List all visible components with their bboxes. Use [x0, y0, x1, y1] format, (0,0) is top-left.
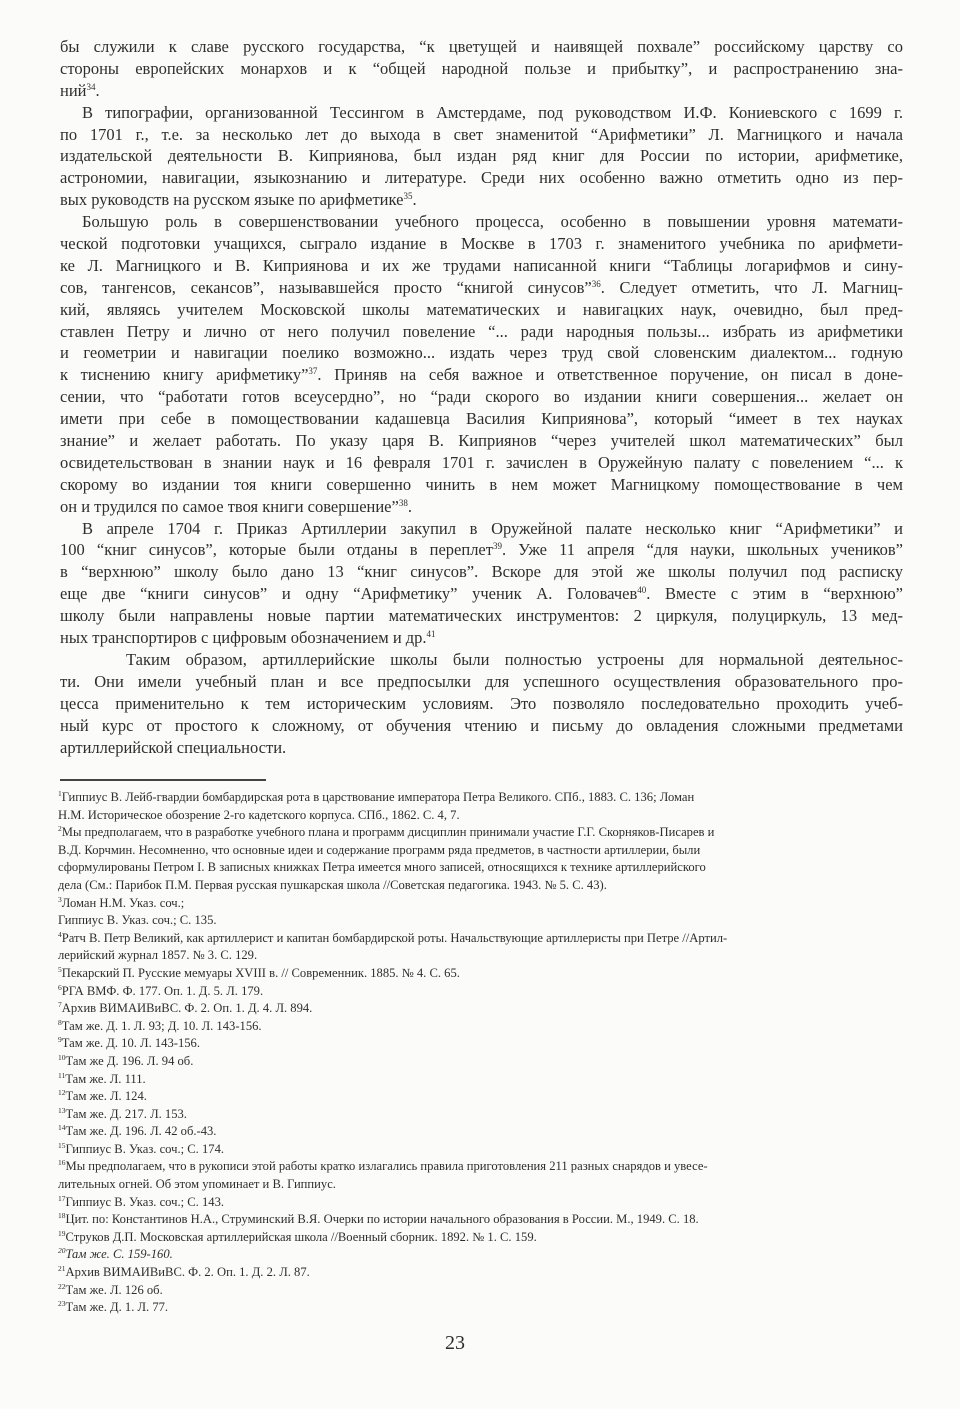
line-text: сов, тангенсов, секансов”, называвшейся просто “книгой синусов” — [60, 277, 592, 297]
footnote-number: 19 — [58, 1228, 66, 1238]
footnote-ref: 41 — [426, 629, 436, 640]
footnote-text: Цит. по: Константинов Н.А., Струминский В.Я. Очерки по истории начального образования в России. М., 1949. С. 18. — [65, 1212, 699, 1227]
line-text: бы служили к славе русского государства, “к цветущей и наивящей похвале” российскому царству со — [60, 37, 903, 56]
footnote-line — [58, 807, 918, 825]
footnote — [58, 1264, 918, 1282]
footnote-number: 18 — [58, 1211, 66, 1221]
footnote-line — [58, 1071, 918, 1089]
text-line — [60, 80, 903, 102]
footnote-text: Н.М. Историческое обозрение 2-го кадетского корпуса. СПб., 1862. С. 4, 7. — [58, 807, 460, 822]
line-text: ке Л. Магницкого и В. Киприянова и их же трудами написанной книги “Таблицы логарифмов и сину- — [60, 255, 903, 275]
footnote-number: 16 — [58, 1158, 66, 1168]
main-text — [60, 36, 903, 758]
footnote-text: Гиппиус В. Указ. соч.; С. 135. — [58, 913, 217, 928]
footnote-text: Пекарский П. Русские мемуары XVIII в. // Современник. 1885. № 4. С. 65. — [61, 965, 460, 980]
line-text: ти. Они имели учебный план и все предпосылки для успешного осуществления образовательного про- — [60, 671, 903, 691]
footnote-ref: 39 — [492, 541, 502, 552]
footnote-text: Там же. С. 159-160. — [65, 1247, 173, 1262]
text-line — [60, 627, 903, 649]
footnote-number: 5 — [58, 964, 62, 974]
footnote-separator — [60, 779, 266, 781]
footnote-text: Гиппиус В. Указ. соч.; С. 174. — [65, 1141, 225, 1156]
page-number: 23 — [445, 1332, 465, 1354]
text-line — [60, 342, 903, 364]
paragraph — [60, 518, 903, 649]
footnote-ref: 35 — [403, 191, 413, 202]
footnote — [58, 1229, 918, 1247]
footnote-line — [58, 877, 918, 895]
text-line — [60, 649, 903, 671]
text-line — [60, 145, 903, 167]
line-text: ных транспортиров с цифровым обозначением и др. — [60, 628, 427, 648]
line-text: артиллерийской специальности. — [60, 737, 287, 757]
footnote-number: 1 — [58, 789, 62, 798]
text-line — [60, 430, 903, 452]
text-line — [60, 299, 903, 321]
line-text: кий, являясь учителем Московской школы математических и навигацких наук, очевидно, был пред- — [60, 299, 903, 319]
footnote — [58, 824, 918, 894]
line-text: знание” и желает работать. По указу царя В. Киприянов “через учителей школ математических” был — [60, 431, 903, 451]
footnote-number: 10 — [58, 1052, 66, 1062]
footnote-line — [58, 1123, 918, 1141]
line-text: школу были направлены новые партии математических инструментов: 2 циркуля, полуциркуль, 13 мед- — [60, 606, 903, 626]
footnote-number: 15 — [58, 1140, 66, 1150]
line-text: . — [95, 80, 100, 100]
footnote-line — [58, 930, 918, 948]
line-text: ный курс от простого к сложному, от обучения чтению и письму до овладения сложными предметами — [60, 715, 903, 735]
footnote-line — [58, 1282, 918, 1300]
footnote-line — [58, 1229, 918, 1247]
footnote-text: Там же. Д. 10. Л. 143-156. — [61, 1036, 200, 1051]
line-text: еще две “книги синусов” и одну “Арифметику” ученик А. Головачев — [60, 584, 638, 604]
footnote — [58, 1246, 918, 1264]
line-text: . Вместе с этим в “верхнюю” — [646, 584, 903, 604]
footnote-number: 9 — [58, 1035, 62, 1045]
footnote-text: Там же. Д. 1. Л. 77. — [65, 1300, 169, 1315]
footnote-text: Ломан Н.М. Указ. соч.; — [61, 895, 185, 910]
footnote-number: 13 — [58, 1105, 66, 1115]
text-line — [60, 211, 903, 233]
footnote-line — [58, 912, 918, 930]
footnote-number: 22 — [58, 1281, 66, 1291]
paragraph — [60, 649, 903, 758]
footnote-line — [58, 859, 918, 877]
text-line — [60, 561, 903, 583]
footnote — [58, 895, 918, 930]
line-text: . Следует отметить, что Л. Магниц- — [600, 277, 903, 297]
footnote-text: лерийский журнал 1857. № 3. С. 129. — [58, 948, 258, 963]
footnote — [58, 789, 918, 824]
text-line — [60, 36, 903, 58]
line-text: ческой подготовки учащихся, сыграло издание в Москве в 1703 г. знаменитого учебника по арифмети- — [60, 234, 903, 254]
line-text: В типографии, организованной Тессингом в Амстердаме, под руководством И.Ф. Кониевского с 1699 г. — [82, 102, 903, 122]
footnote-text: Там же Д. 196. Л. 94 об. — [65, 1053, 194, 1068]
footnote — [58, 983, 918, 1001]
footnote — [58, 930, 918, 965]
footnote-number: 8 — [58, 1017, 62, 1027]
footnote-text: Струков Д.П. Московская артиллерийская школа //Военный сборник. 1892. № 1. С. 159. — [65, 1229, 537, 1244]
line-text: . Уже 11 апреля “для науки, школьных учеников” — [501, 540, 903, 560]
line-text: стороны европейских монархов и к “общей народной пользе и прибытку”, и распространению зна- — [60, 58, 903, 78]
footnote-number: 11 — [58, 1070, 66, 1080]
line-text: по 1701 г., т.е. за несколько лет до выхода в свет знаменитой “Арифметики” Л. Магницкого и начала — [60, 124, 903, 144]
footnote-line — [58, 789, 918, 807]
footnote — [58, 1158, 918, 1193]
paragraph — [60, 36, 903, 102]
footnote-ref: 38 — [398, 497, 408, 508]
footnote-line — [58, 824, 918, 842]
line-text: ставлен Петру и лично от него получил повеление “... ради народныя пользы... избрать из арифметики — [60, 321, 903, 341]
footnote-line — [58, 1000, 918, 1018]
footnote — [58, 1071, 918, 1089]
footnotes — [58, 789, 918, 1317]
footnote — [58, 1088, 918, 1106]
line-text: к тиснению книгу арифметику” — [60, 365, 309, 385]
footnote-text: Там же. Л. 124. — [65, 1089, 147, 1104]
footnote-text: Там же. Д. 1. Л. 93; Д. 10. Л. 143-156. — [61, 1018, 262, 1033]
text-line — [60, 124, 903, 146]
footnote-text: Там же. Л. 126 об. — [65, 1282, 163, 1297]
text-line — [60, 167, 903, 189]
text-line — [60, 474, 903, 496]
line-text: освидетельствован в знании наук и 16 февраля 1701 г. зачислен в Оружейную палату с повелением “... к — [60, 452, 903, 472]
text-line — [60, 518, 903, 540]
text-line — [60, 102, 903, 124]
text-line — [60, 255, 903, 277]
footnote-line — [58, 1211, 918, 1229]
line-text: ний — [60, 80, 87, 100]
footnote — [58, 1000, 918, 1018]
footnote-number: 6 — [58, 982, 62, 992]
text-line — [60, 539, 903, 561]
paragraph — [60, 211, 903, 517]
footnote-text: Гиппиус В. Лейб-гвардии бомбардирская рота в царствование императора Петра Великого. СПб., 1883. С. 136; Ломан — [61, 790, 695, 804]
text-line — [60, 364, 903, 386]
footnote-number: 3 — [58, 894, 62, 904]
text-line — [60, 496, 903, 518]
footnote-number: 20 — [58, 1246, 66, 1256]
text-line — [60, 233, 903, 255]
text-line — [60, 321, 903, 343]
footnote — [58, 1141, 918, 1159]
footnote-line — [58, 1194, 918, 1212]
footnote — [58, 1053, 918, 1071]
footnote-line — [58, 1141, 918, 1159]
footnote — [58, 1018, 918, 1036]
line-text: . — [412, 190, 417, 210]
footnote-ref: 36 — [591, 278, 601, 289]
footnote-line — [58, 1018, 918, 1036]
footnote-line — [58, 1158, 918, 1176]
line-text: скорому во издании тоя книги совершенно чинить в нем может Магницкому помоществование в чем — [60, 474, 903, 494]
footnote-line — [58, 1053, 918, 1071]
text-line — [60, 452, 903, 474]
footnote-ref: 34 — [86, 81, 96, 92]
line-text: Большую роль в совершенствовании учебного процесса, особенно в повышении уровня математи- — [82, 212, 903, 232]
footnote-line — [58, 1246, 918, 1264]
footnote-line — [58, 947, 918, 965]
line-text: в “верхнюю” школу было дано 13 “книг синусов”. Вскоре для этой же школы получил под расписку — [60, 562, 903, 582]
line-text: Таким образом, артиллерийские школы были полностью устроены для нормальной деятельнос- — [126, 649, 903, 669]
footnote-number: 4 — [58, 929, 62, 939]
footnote-line — [58, 1106, 918, 1124]
footnote-text: Гиппиус В. Указ. соч.; С. 143. — [65, 1194, 225, 1209]
line-text: цесса применительно к тем историческим условиям. Это позволяло последовательно проходить учеб- — [60, 693, 903, 713]
footnote-text: Архив ВИМАИВиВС. Ф. 2. Оп. 1. Д. 2. Л. 87. — [65, 1265, 310, 1280]
text-line — [60, 58, 903, 80]
footnote-number: 2 — [58, 824, 62, 834]
line-text: сении, что “работати готов всеусердно”, но “ради скорого во издании книги совершения... желает он — [60, 387, 903, 407]
text-line — [60, 386, 903, 408]
footnote-text: Там же. Д. 196. Л. 42 об.-43. — [65, 1124, 217, 1139]
line-text: имети при себе в помоществовании кадашевца Василия Киприянова”, который “имеет в тех науках — [60, 409, 903, 429]
footnote-text: Там же. Д. 217. Л. 153. — [65, 1106, 187, 1121]
footnote-line — [58, 965, 918, 983]
footnote — [58, 1106, 918, 1124]
footnote-ref: 37 — [308, 366, 318, 377]
footnote-text: сформулированы Петром I. В записных книжках Петра имеется много записей, относящихся к технике артиллерийского — [58, 860, 706, 875]
footnote-text: РГА ВМФ. Ф. 177. Оп. 1. Д. 5. Л. 179. — [61, 983, 264, 998]
line-text: и геометрии и навигации поелико возможно... издать через труд свой словенским диалектом... годную — [60, 343, 903, 363]
footnote-text: Там же. Л. 111. — [65, 1071, 146, 1086]
footnote-text: Мы предполагаем, что в разработке учебного плана и программ дисциплин принимали участие Г.Г. Скорняков-Писарев и — [61, 825, 715, 840]
line-text: 100 “книг синусов”, которые были отданы в переплет — [60, 540, 493, 560]
footnote-line — [58, 1176, 918, 1194]
footnote-number: 14 — [58, 1123, 66, 1133]
footnote-ref: 40 — [637, 585, 647, 596]
footnote-text: В.Д. Корчмин. Несомненно, что основные идеи и содержание программ ряда предметов, в частности артиллерии, были — [58, 842, 701, 857]
footnote-number: 17 — [58, 1193, 66, 1203]
text-line — [60, 671, 903, 693]
footnote-line — [58, 1264, 918, 1282]
line-text: вых руководств на русском языке по арифметике — [60, 190, 404, 210]
footnote-text: Ратч В. Петр Великий, как артиллерист и капитан бомбардирской роты. Начальствующие артиллеристы при Петре //Артил- — [61, 930, 728, 945]
footnote-number: 12 — [58, 1088, 66, 1098]
footnote-number: 7 — [58, 1000, 62, 1010]
footnote-number: 23 — [58, 1299, 66, 1309]
footnote-line — [58, 1035, 918, 1053]
text-line — [60, 408, 903, 430]
line-text: В апреле 1704 г. Приказ Артиллерии закупил в Оружейной палате несколько книг “Арифметики” и — [82, 518, 903, 538]
footnote-line — [58, 842, 918, 860]
footnote-line — [58, 1299, 918, 1317]
text-line — [60, 189, 903, 211]
line-text: издательской деятельности В. Киприянова, был издан ряд книг для России по истории, арифметике, — [60, 146, 903, 166]
line-text: . Приняв на себя важное и ответственное поручение, он писал в доне- — [317, 365, 903, 385]
footnote-line — [58, 983, 918, 1001]
footnote — [58, 1035, 918, 1053]
text-line — [60, 715, 903, 737]
footnote — [58, 1299, 918, 1317]
footnote-line — [58, 895, 918, 913]
text-line — [60, 737, 903, 759]
footnote-number: 21 — [58, 1264, 66, 1274]
footnote-text: лительных огней. Об этом упоминает и В. Гиппиус. — [58, 1177, 336, 1192]
footnote-text: Архив ВИМАИВиВС. Ф. 2. Оп. 1. Д. 4. Л. 894. — [61, 1001, 313, 1016]
footnote — [58, 1211, 918, 1229]
footnote — [58, 965, 918, 983]
footnote — [58, 1123, 918, 1141]
footnote — [58, 1282, 918, 1300]
footnote — [58, 1194, 918, 1212]
footnote-text: Мы предполагаем, что в рукописи этой работы кратко излагались правила приготовления 211 разных снарядов и увесе- — [65, 1159, 708, 1174]
paragraph — [60, 102, 903, 211]
text-line — [60, 605, 903, 627]
text-line — [60, 583, 903, 605]
line-text: он и трудился по самое твоя книги совершение” — [60, 496, 399, 516]
line-text: астрономии, навигации, языкознанию и литературе. Среди них особенно важно отметить одно из пер- — [60, 168, 903, 188]
line-text: . — [407, 496, 412, 516]
footnote-line — [58, 1088, 918, 1106]
text-line — [60, 693, 903, 715]
footnote-text: дела (См.: Парибок П.М. Первая русская пушкарская школа //Советская педагогика. 1943. № 5. С. 43). — [58, 877, 607, 892]
text-line — [60, 277, 903, 299]
